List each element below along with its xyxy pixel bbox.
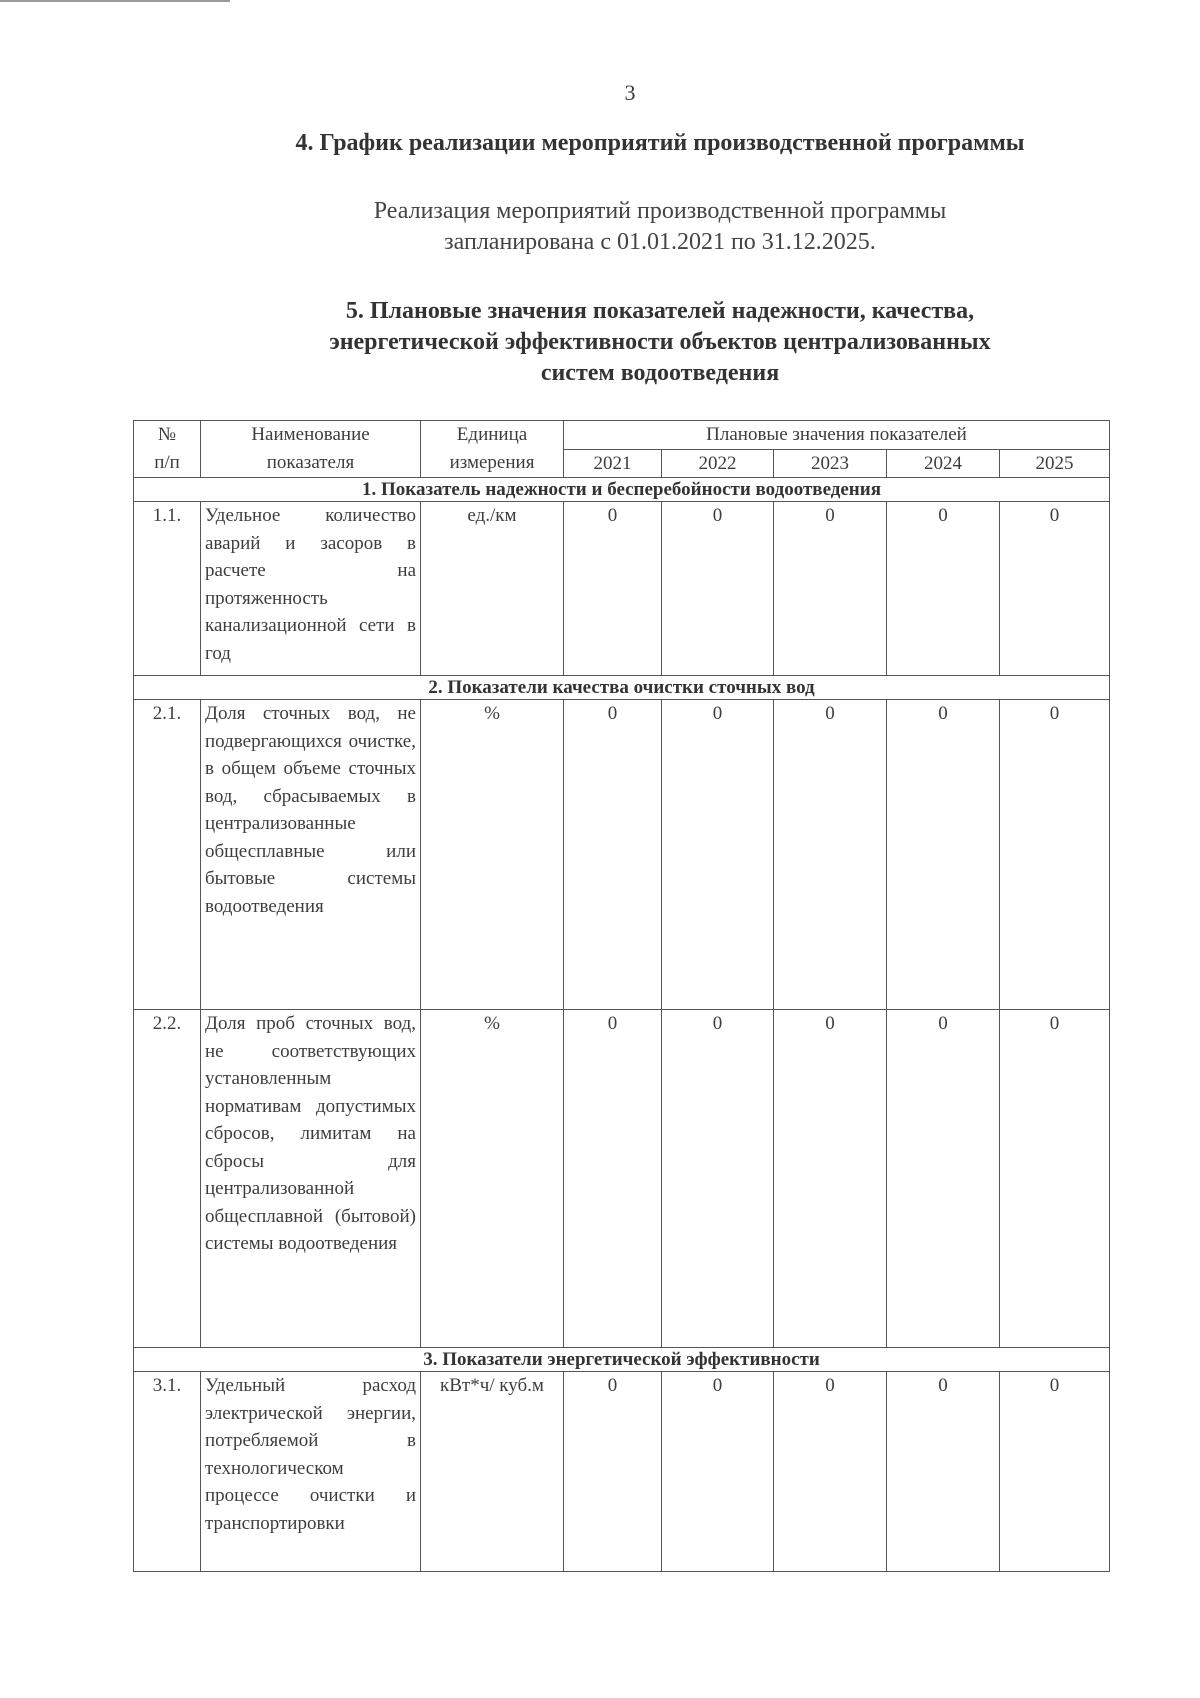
row-number: 3.1. bbox=[134, 1372, 201, 1572]
value-2024: 0 bbox=[887, 1010, 1000, 1348]
scan-edge-mark bbox=[0, 0, 230, 2]
value-2022: 0 bbox=[662, 1010, 774, 1348]
header-year: 2023 bbox=[774, 449, 887, 478]
value-2023: 0 bbox=[774, 1010, 887, 1348]
value-2023: 0 bbox=[774, 700, 887, 1010]
row-number: 2.1. bbox=[134, 700, 201, 1010]
indicator-unit: кВт*ч/ куб.м bbox=[421, 1372, 564, 1572]
indicator-name: Удельный расход электрической энергии, потребляемой в технологическом процессе очистки и транспортировки bbox=[201, 1372, 421, 1572]
header-num bbox=[134, 421, 201, 478]
value-2023: 0 bbox=[774, 1372, 887, 1572]
indicators-table bbox=[133, 420, 1110, 1572]
value-2024: 0 bbox=[887, 700, 1000, 1010]
row-number: 1.1. bbox=[134, 502, 201, 676]
section-5-title-line-3: систем водоотведения bbox=[540, 360, 780, 386]
header-unit-line-1: Единица bbox=[456, 424, 528, 445]
section-5-title bbox=[180, 296, 1140, 389]
value-2022: 0 bbox=[662, 700, 774, 1010]
table-row bbox=[134, 1372, 1110, 1572]
header-year: 2025 bbox=[1000, 449, 1110, 478]
value-2021: 0 bbox=[564, 1372, 662, 1572]
header-name-line-1: Наименование bbox=[251, 424, 370, 445]
section-5-title-line-2: энергетической эффективности объектов централизованных bbox=[329, 329, 991, 355]
value-2022: 0 bbox=[662, 502, 774, 676]
value-2024: 0 bbox=[887, 1372, 1000, 1572]
header-name bbox=[201, 421, 421, 478]
value-2025: 0 bbox=[1000, 1372, 1110, 1572]
value-2021: 0 bbox=[564, 1010, 662, 1348]
page-number: 3 bbox=[624, 80, 636, 105]
header-year: 2021 bbox=[564, 449, 662, 478]
indicator-unit: ед./км bbox=[421, 502, 564, 676]
header-unit bbox=[421, 421, 564, 478]
section-heading: 2. Показатели качества очистки сточных вод bbox=[134, 676, 1110, 700]
value-2025: 0 bbox=[1000, 1010, 1110, 1348]
header-year: 2024 bbox=[887, 449, 1000, 478]
section-4-text bbox=[260, 196, 1060, 258]
section-heading: 3. Показатели энергетической эффективности bbox=[134, 1348, 1110, 1372]
value-2025: 0 bbox=[1000, 700, 1110, 1010]
row-number: 2.2. bbox=[134, 1010, 201, 1348]
table-row bbox=[134, 700, 1110, 1010]
value-2021: 0 bbox=[564, 700, 662, 1010]
header-num-line-2: п/п bbox=[154, 451, 180, 473]
indicator-name: Доля сточных вод, не подвергающихся очистке, в общем объеме сточных вод, сбрасываемых в централизованные общесплавные или бытовые системы водоотведения bbox=[201, 700, 421, 1010]
value-2025: 0 bbox=[1000, 502, 1110, 676]
value-2024: 0 bbox=[887, 502, 1000, 676]
header-planned-values: Плановые значения показателей bbox=[564, 421, 1110, 450]
value-2023: 0 bbox=[774, 502, 887, 676]
table-row bbox=[134, 502, 1110, 676]
section-4-text-line-2: запланирована с 01.01.2021 по 31.12.2025. bbox=[444, 229, 876, 255]
value-2021: 0 bbox=[564, 502, 662, 676]
table-row bbox=[134, 1010, 1110, 1348]
section-4-text-line-1: Реализация мероприятий производственной программы bbox=[373, 198, 947, 224]
header-name-line-2: показателя bbox=[266, 451, 355, 473]
header-unit-line-2: измерения bbox=[449, 451, 535, 473]
indicator-unit: % bbox=[421, 700, 564, 1010]
indicator-name: Доля проб сточных вод, не соответствующих установленным нормативам допустимых сбросов, лимитам на сбросы для централизованной общесплавной (бытовой) системы водоотведения bbox=[201, 1010, 421, 1348]
header-year: 2022 bbox=[662, 449, 774, 478]
section-heading: 1. Показатель надежности и бесперебойности водоотведения bbox=[134, 478, 1110, 502]
indicator-unit: % bbox=[421, 1010, 564, 1348]
indicator-name: Удельное количество аварий и засоров в расчете на протяженность канализационной сети в год bbox=[201, 502, 421, 676]
section-4-title: 4. График реализации мероприятий производственной программы bbox=[295, 130, 1025, 156]
value-2022: 0 bbox=[662, 1372, 774, 1572]
section-5-title-line-1: 5. Плановые значения показателей надежности, качества, bbox=[345, 298, 975, 324]
header-num-line-1: № bbox=[157, 424, 177, 445]
